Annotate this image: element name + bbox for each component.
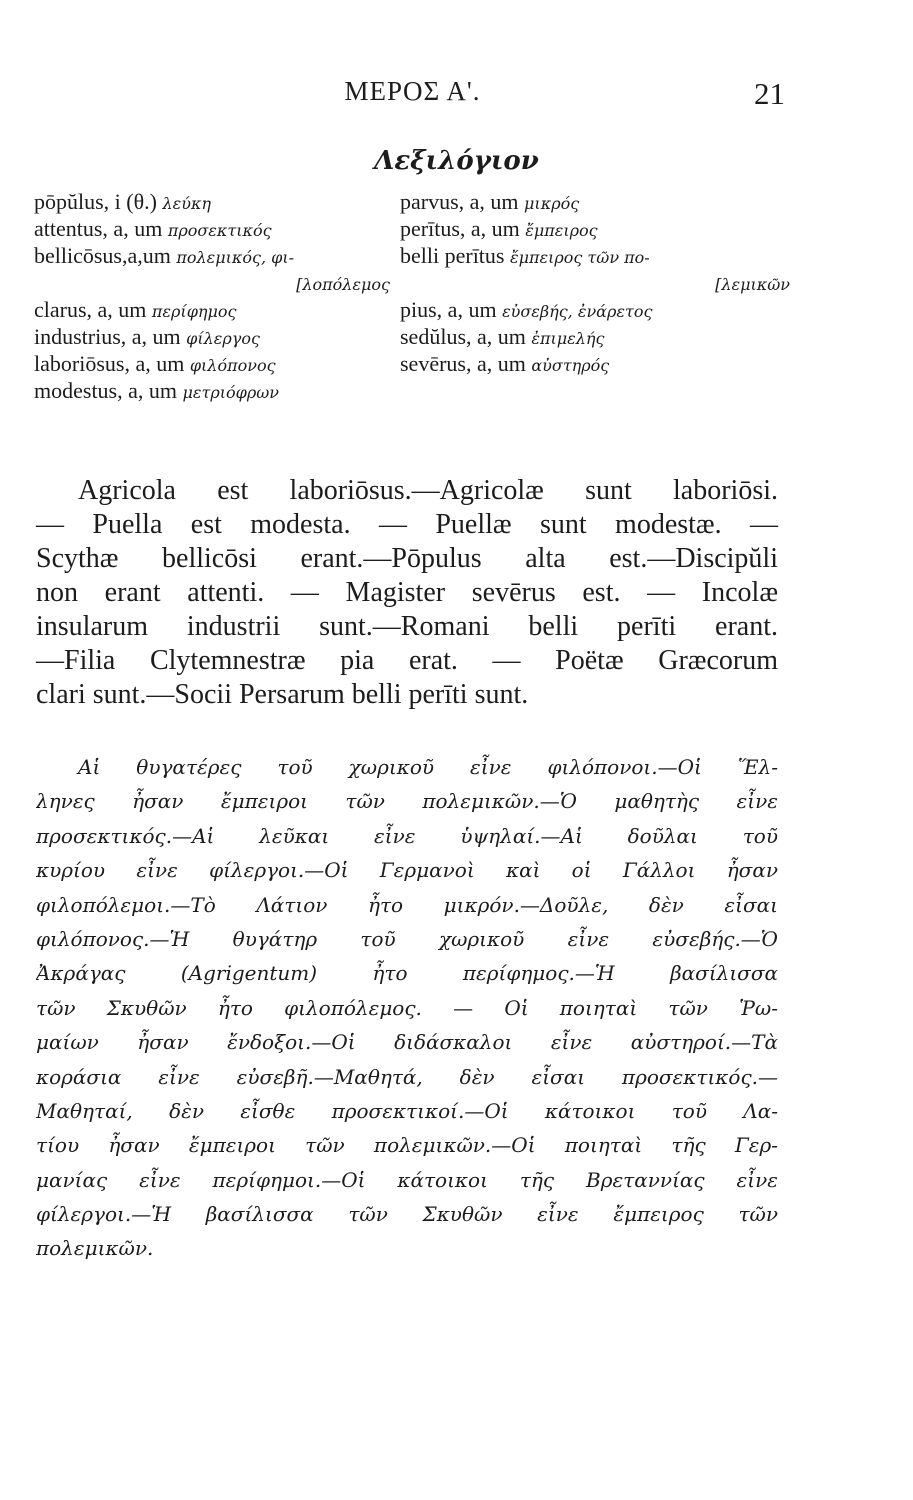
vocab-entry xyxy=(400,242,790,269)
vocab-entry xyxy=(34,323,390,350)
vocabulary-left-column xyxy=(34,188,390,404)
latin-term: attentus, a, um xyxy=(34,216,163,241)
text-line: τῶν Σκυθῶν ἦτο φιλοπόλεμος. — Οἱ ποιηταὶ τῶν Ῥω- xyxy=(36,995,778,1020)
page-number: 21 xyxy=(754,76,785,111)
greek-gloss: μικρός xyxy=(524,194,580,213)
vocab-entry xyxy=(34,377,390,404)
latin-term: sevērus, a, um xyxy=(400,351,526,376)
latin-term: perītus, a, um xyxy=(400,216,520,241)
text-line: πολεμικῶν. xyxy=(36,1236,154,1261)
greek-gloss: μετριόφρων xyxy=(182,383,280,402)
latin-term: belli perītus xyxy=(400,243,505,268)
latin-exercise-paragraph xyxy=(36,474,778,712)
vocab-entry xyxy=(400,296,790,323)
vocab-entry xyxy=(34,215,390,242)
latin-term: bellicōsus,a,um xyxy=(34,243,171,268)
text-line: μανίας εἶνε περίφημοι.—Οἱ κάτοικοι τῆς Βρεταννίας εἶνε xyxy=(36,1167,778,1192)
text-line: κυρίου εἶνε φίλεργοι.—Οἱ Γερμανοὶ καὶ οἱ Γάλλοι ἦσαν xyxy=(36,858,778,883)
greek-gloss: προσεκτικός xyxy=(167,221,272,240)
text-line: —Filia Clytemnestræ pia erat. — Poëtæ Græcorum xyxy=(36,645,778,676)
text-line: non erant attenti. — Magister sevērus est. — Incolæ xyxy=(36,577,778,608)
greek-gloss: αὐστηρός xyxy=(531,356,610,375)
vocab-entry xyxy=(400,215,790,242)
text-line: Scythæ bellicōsi erant.—Pōpulus alta est.—Discipŭli xyxy=(36,543,778,574)
section-title: Λεξιλόγιον xyxy=(374,146,539,176)
text-line: clari sunt.—Socii Persarum belli perīti sunt. xyxy=(36,679,529,710)
text-line: φιλοπόλεμοι.—Τὸ Λάτιον ἦτο μικρόν.—Δοῦλε, δὲν εἶσαι xyxy=(36,892,778,917)
vocab-entry xyxy=(400,188,790,215)
text-line: insularum industrii sunt.—Romani belli perīti erant. xyxy=(36,611,778,642)
text-line: φιλόπονος.—Ἡ θυγάτηρ τοῦ χωρικοῦ εἶνε εὐσεβής.—Ὁ xyxy=(36,926,778,951)
text-line: μαίων ἦσαν ἔνδοξοι.—Οἱ διδάσκαλοι εἶνε αὐστηροί.—Τὰ xyxy=(36,1030,778,1055)
vocab-entry xyxy=(400,350,790,377)
greek-gloss: φίλεργος xyxy=(186,329,260,348)
latin-term: industrius, a, um xyxy=(34,324,181,349)
greek-gloss: πολεμικός, φι- xyxy=(176,248,295,267)
vocab-entry-continuation xyxy=(34,269,390,296)
greek-gloss: ἐπιμελής xyxy=(531,329,605,348)
text-line: — Puella est modesta. — Puellæ sunt modestæ. — xyxy=(36,509,778,540)
text-line: Agricola est laboriōsus.—Agricolæ sunt laboriōsi. xyxy=(78,475,778,506)
greek-gloss: περίφημος xyxy=(151,302,237,321)
latin-term: parvus, a, um xyxy=(400,189,519,214)
text-line: προσεκτικός.—Αἱ λεῦκαι εἶνε ὑψηλαί.—Αἱ δοῦλαι τοῦ xyxy=(36,823,778,848)
page-header xyxy=(40,76,785,124)
greek-exercise-paragraph xyxy=(36,750,778,1266)
greek-gloss: ἔμπειρος τῶν πο- xyxy=(509,248,650,267)
greek-gloss: ἔμπειρος xyxy=(525,221,598,240)
latin-term: modestus, a, um xyxy=(34,378,177,403)
greek-gloss: [λοπόλεμος xyxy=(296,275,390,294)
vocab-entry-continuation xyxy=(400,269,790,296)
latin-term: pius, a, um xyxy=(400,297,497,322)
vocabulary-right-column xyxy=(400,188,790,377)
latin-term: sedŭlus, a, um xyxy=(400,324,526,349)
latin-term: clarus, a, um xyxy=(34,297,147,322)
latin-term: laboriōsus, a, um xyxy=(34,351,185,376)
vocab-entry xyxy=(34,242,390,269)
text-line: Αἱ θυγατέρες τοῦ χωρικοῦ εἶνε φιλόπονοι.—Οἱ Ἕλ- xyxy=(78,755,778,779)
latin-term: pōpŭlus, i (θ.) xyxy=(34,189,157,214)
text-line: Ἀκράγας (Agrigentum) ἦτο περίφημος.—Ἡ βασίλισσα xyxy=(36,961,778,986)
text-line: τίου ἦσαν ἔμπειροι τῶν πολεμικῶν.—Οἱ ποιηταὶ τῆς Γερ- xyxy=(36,1133,778,1158)
text-line: Μαθηταί, δὲν εἶσθε προσεκτικοί.—Οἱ κάτοικοι τοῦ Λα- xyxy=(36,1098,778,1123)
vocab-entry xyxy=(34,188,390,215)
vocab-entry xyxy=(34,350,390,377)
running-title: ΜΕΡΟΣ Α'. xyxy=(344,76,481,106)
text-line: ληνες ἦσαν ἔμπειροι τῶν πολεμικῶν.—Ὁ μαθητὴς εἶνε xyxy=(36,789,778,814)
text-line: κοράσια εἶνε εὐσεβῆ.—Μαθητά, δὲν εἶσαι προσεκτικός.— xyxy=(36,1064,778,1089)
greek-gloss: [λεμικῶν xyxy=(715,275,790,294)
greek-gloss: φιλόπονος xyxy=(189,356,276,375)
greek-gloss: λεύκη xyxy=(162,194,212,213)
vocab-entry xyxy=(34,296,390,323)
vocab-entry xyxy=(400,323,790,350)
greek-gloss: εὐσεβής, ἐνάρετος xyxy=(502,302,653,321)
text-line: φίλεργοι.—Ἡ βασίλισσα τῶν Σκυθῶν εἶνε ἔμπειρος τῶν xyxy=(36,1202,778,1227)
